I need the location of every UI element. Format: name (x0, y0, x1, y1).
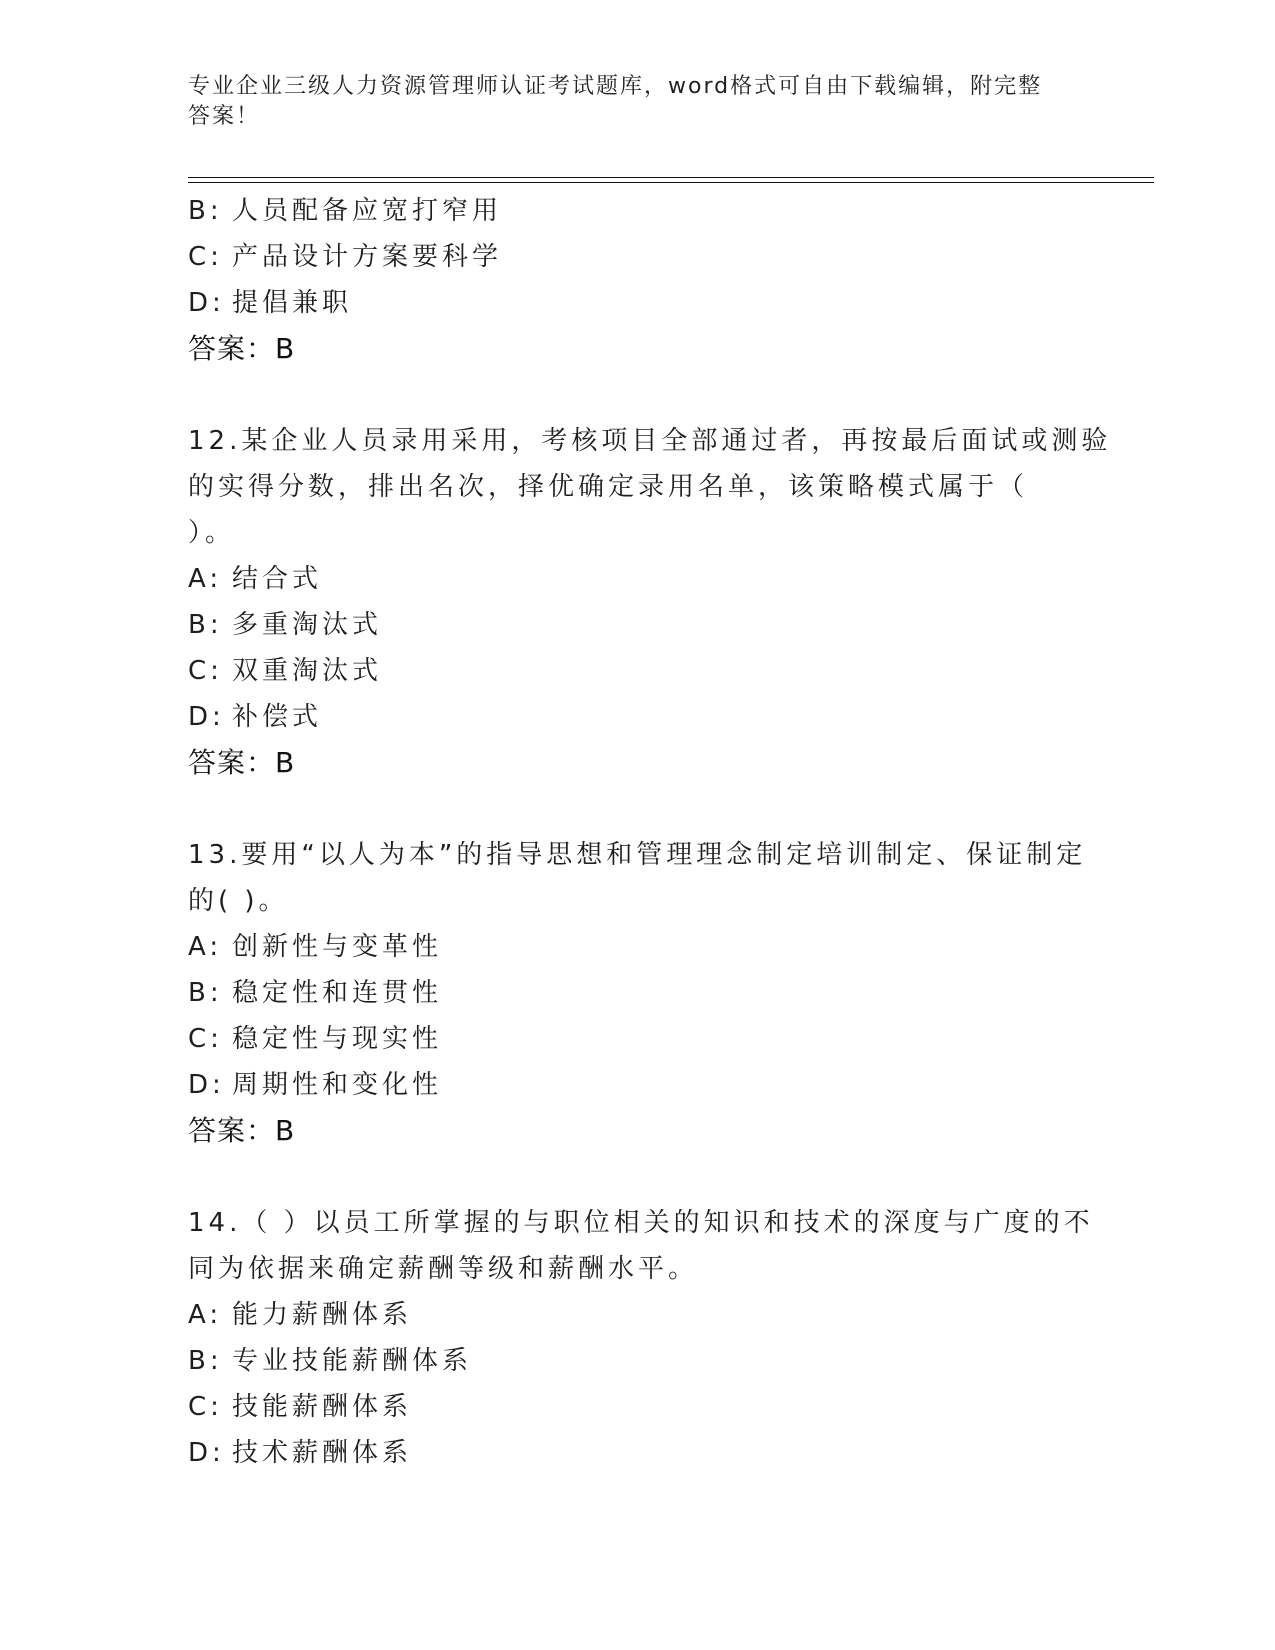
question-14 (188, 1200, 1094, 1476)
option-text: 人员配备应宽打窄用 (232, 196, 503, 226)
option-text: 产品设计方案要科学 (232, 242, 503, 272)
question-text-line: 12.某企业人员录用采用，考核项目全部通过者，再按最后面试或测验 (188, 426, 1112, 456)
option-text: 结合式 (232, 564, 323, 594)
option-text: 技能薪酬体系 (232, 1392, 413, 1422)
option-text: 双重淘汰式 (232, 656, 383, 686)
question-text-line: 14.（ ）以员工所掌握的与职位相关的知识和技术的深度与广度的不 (188, 1208, 1094, 1238)
question-text-line: 的实得分数，排出名次，择优确定录用名单，该策略模式属于（ (188, 472, 1029, 502)
option-letter: C: (188, 1024, 223, 1054)
question-text-line: 同为依据来确定薪酬等级和薪酬水平。 (188, 1254, 699, 1284)
option-text: 补偿式 (232, 702, 323, 732)
option-letter: B: (188, 1346, 223, 1376)
option-a (188, 924, 1088, 970)
option-d (188, 280, 1088, 326)
option-letter: A: (188, 932, 223, 962)
option-letter: C: (188, 1392, 223, 1422)
option-d (188, 1062, 1088, 1108)
option-text: 技术薪酬体系 (232, 1438, 413, 1468)
page-header (188, 72, 1068, 132)
header-line-2: 答案！ (188, 104, 261, 129)
option-text: 能力薪酬体系 (232, 1300, 413, 1330)
option-b (188, 1338, 1088, 1384)
option-a (188, 1292, 1088, 1338)
option-b (188, 602, 1088, 648)
option-text: 提倡兼职 (232, 288, 353, 318)
option-b (188, 188, 1088, 234)
option-letter: D: (188, 702, 225, 732)
answer-line: 答案：B (188, 1114, 296, 1147)
option-letter: D: (188, 1438, 225, 1468)
answer-line: 答案：B (188, 746, 296, 779)
option-letter: D: (188, 288, 225, 318)
option-letter: A: (188, 564, 223, 594)
header-rule-bottom (188, 182, 1154, 183)
answer-line: 答案：B (188, 332, 296, 365)
option-c (188, 234, 1088, 280)
question-text-line: ）。 (188, 518, 236, 548)
question-text-line: 的( )。 (188, 886, 289, 916)
option-text: 周期性和变化性 (232, 1070, 443, 1100)
option-text: 稳定性和连贯性 (232, 978, 443, 1008)
option-d (188, 694, 1088, 740)
question-list (188, 188, 1112, 1476)
spacer (188, 1154, 1088, 1200)
option-c (188, 1016, 1088, 1062)
option-text: 稳定性与现实性 (232, 1024, 443, 1054)
option-letter: C: (188, 656, 223, 686)
option-text: 专业技能薪酬体系 (232, 1346, 473, 1376)
option-c (188, 648, 1088, 694)
question-13 (188, 832, 1088, 1154)
option-a (188, 556, 1088, 602)
option-letter: C: (188, 242, 223, 272)
option-letter: B: (188, 196, 223, 226)
option-text: 创新性与变革性 (232, 932, 443, 962)
option-c (188, 1384, 1088, 1430)
spacer (188, 786, 1088, 832)
question-text-line: 13.要用“以人为本”的指导思想和管理理念制定培训制定、保证制定 (188, 840, 1087, 870)
question-12 (188, 418, 1112, 786)
question-fragment (188, 188, 1088, 372)
option-d (188, 1430, 1088, 1476)
option-letter: B: (188, 978, 223, 1008)
header-line-1: 专业企业三级人力资源管理师认证考试题库，word格式可自由下载编辑，附完整 (188, 74, 1043, 99)
option-text: 多重淘汰式 (232, 610, 383, 640)
option-letter: D: (188, 1070, 225, 1100)
option-letter: A: (188, 1300, 223, 1330)
header-rule-top (188, 177, 1154, 178)
option-b (188, 970, 1088, 1016)
option-letter: B: (188, 610, 223, 640)
spacer (188, 372, 1088, 418)
